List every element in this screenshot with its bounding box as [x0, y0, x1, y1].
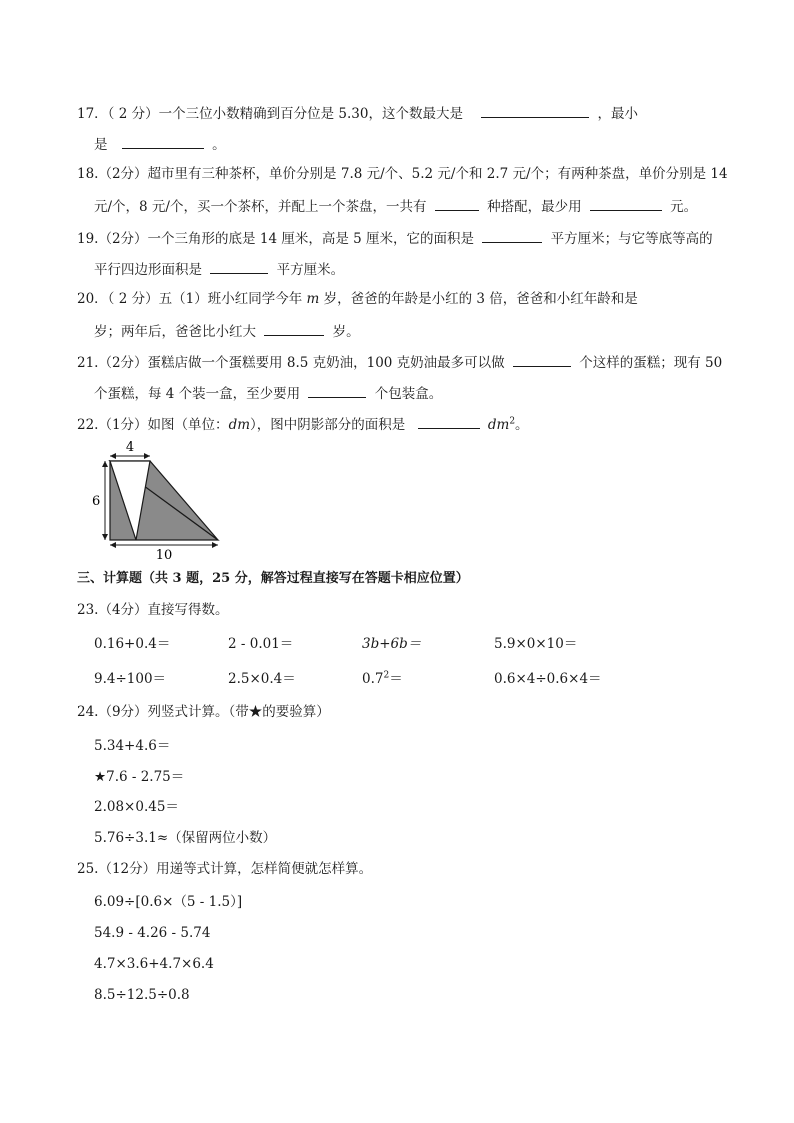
q23-row2 [94, 670, 714, 688]
q21-line2 [94, 383, 442, 403]
q21-end: 个包装盒。 [374, 386, 443, 402]
q19-line1 [77, 228, 713, 248]
q17-text-tail: ，最小 [597, 106, 639, 122]
q20-line1 [77, 290, 638, 308]
dim-left-label: 6 [92, 494, 101, 509]
q23-exponent: 2 [383, 670, 390, 681]
q25-title: 25.（12分）用递等式计算，怎样简便就怎样算。 [77, 861, 373, 877]
q18-text: 18.（2分）超市里有三种茶杯，单价分别是 7.8 元/个、5.2 元/个和 2.7 元/个；有两种茶盘，单价分别是 14 [77, 166, 728, 182]
q25-item: 8.5÷12.5÷0.8 [94, 987, 190, 1003]
arrow-right-icon [144, 453, 150, 459]
q23-item: 0.16+0.4＝ [94, 636, 171, 652]
q17-blank-max[interactable] [481, 103, 589, 118]
q23-item: 2.5×0.4＝ [228, 671, 296, 687]
q20-end: 岁。 [332, 324, 360, 340]
q22-text: 22.（1分）如图（单位： [77, 417, 229, 433]
q22-exponent: 2 [509, 416, 516, 427]
arrow-left-icon [110, 453, 116, 459]
q24-item: ★7.6 - 2.75＝ [94, 769, 185, 785]
q17-line1 [77, 103, 638, 123]
arrow-left-icon [110, 542, 116, 548]
q21-text3: 个蛋糕，每 4 个装一盒，至少要用 [94, 386, 301, 402]
q19-text2: 平方厘米；与它等底等高的 [550, 231, 713, 247]
q18-line1 [77, 165, 728, 183]
q21-blank-cakes[interactable] [513, 352, 571, 367]
q22-text2: ），图中阴影部分的面积是 [250, 417, 406, 433]
q18-blank-min-cost[interactable] [590, 196, 662, 211]
arrow-up-icon [102, 461, 108, 467]
q24-item: 5.76÷3.1≈（保留两位小数） [94, 830, 277, 846]
q22-unit: dm [228, 417, 251, 433]
dim-bottom-label: 10 [155, 548, 173, 561]
q21-text: 21.（2分）蛋糕店做一个蛋糕要用 8.5 克奶油，100 克奶油最多可以做 [77, 355, 505, 371]
q17-end: 。 [212, 137, 226, 153]
q24-title: 24.（9分）列竖式计算。（带★的要验算） [77, 704, 330, 720]
q17-text: 17．（ 2 分）一个三位小数精确到百分位是 5.30，这个数最大是 [77, 106, 463, 122]
q19-text: 19.（2分）一个三角形的底是 14 厘米，高是 5 厘米，它的面积是 [77, 231, 474, 247]
q18-line2 [94, 196, 697, 216]
q25-item: 54.9 - 4.26 - 5.74 [94, 925, 211, 941]
q20-text: 20．（ 2 分）五（1）班小红同学今年 [77, 291, 303, 307]
q23-base: 0.7 [362, 671, 384, 687]
q25-item: 4.7×3.6+4.7×6.4 [94, 956, 214, 972]
q19-blank-parallelogram[interactable] [210, 259, 268, 274]
q24-item: 2.08×0.45＝ [94, 799, 179, 815]
q23-item: 5.9×0×10＝ [494, 636, 578, 652]
q20-blank-diff[interactable] [264, 321, 324, 336]
q21-text2: 个这样的蛋糕；现有 50 [579, 355, 723, 371]
q22-end: 。 [515, 417, 529, 433]
q23-item: 3b+6b＝ [362, 636, 422, 652]
q22-unit2: dm [487, 417, 510, 433]
q21-line1 [77, 352, 722, 372]
q22-blank-area[interactable] [418, 414, 480, 429]
q18-blank-count[interactable] [435, 196, 479, 211]
q23-item-square [362, 670, 403, 688]
q17-text2: 是 [94, 137, 108, 153]
q18-end: 元。 [670, 199, 698, 215]
q23-row1 [94, 635, 714, 653]
dim-top-label: 4 [125, 440, 135, 455]
q19-text3: 平行四边形面积是 [94, 262, 202, 278]
q25-item: 6.09÷[0.6×（5 - 1.5）] [94, 894, 243, 910]
q18-text3: 种搭配，最少用 [487, 199, 582, 215]
q20-text2: 岁，爸爸的年龄是小红的 3 倍，爸爸和小红年龄和是 [323, 291, 638, 307]
q23-item: 0.6×4÷0.6×4＝ [494, 671, 602, 687]
arrow-right-icon [212, 542, 218, 548]
q20-line2 [94, 321, 360, 341]
q23-title: 23.（4分）直接写得数。 [77, 602, 229, 618]
q17-blank-min[interactable] [122, 134, 204, 149]
q19-end: 平方厘米。 [276, 262, 345, 278]
q23-item: 9.4÷100＝ [94, 671, 167, 687]
q17-line2 [94, 134, 226, 154]
q19-blank-triangle[interactable] [482, 228, 542, 243]
section-3-header: 三、计算题（共 3 题，25 分，解答过程直接写在答题卡相应位置） [77, 571, 469, 586]
q23-item: 2 - 0.01＝ [228, 636, 294, 652]
q19-line2 [94, 259, 344, 279]
q18-text2: 元/个，8 元/个，买一个茶杯，并配上一个茶盘，一共有 [94, 199, 427, 215]
q22-figure [88, 436, 228, 561]
q23-equals: ＝ [389, 671, 403, 687]
q22-line [77, 414, 529, 434]
q21-blank-boxes[interactable] [308, 383, 366, 398]
q24-item: 5.34+4.6＝ [94, 738, 171, 754]
arrow-down-icon [102, 534, 108, 540]
q20-text3: 岁；两年后，爸爸比小红大 [94, 324, 256, 340]
q20-variable: m [306, 291, 320, 307]
